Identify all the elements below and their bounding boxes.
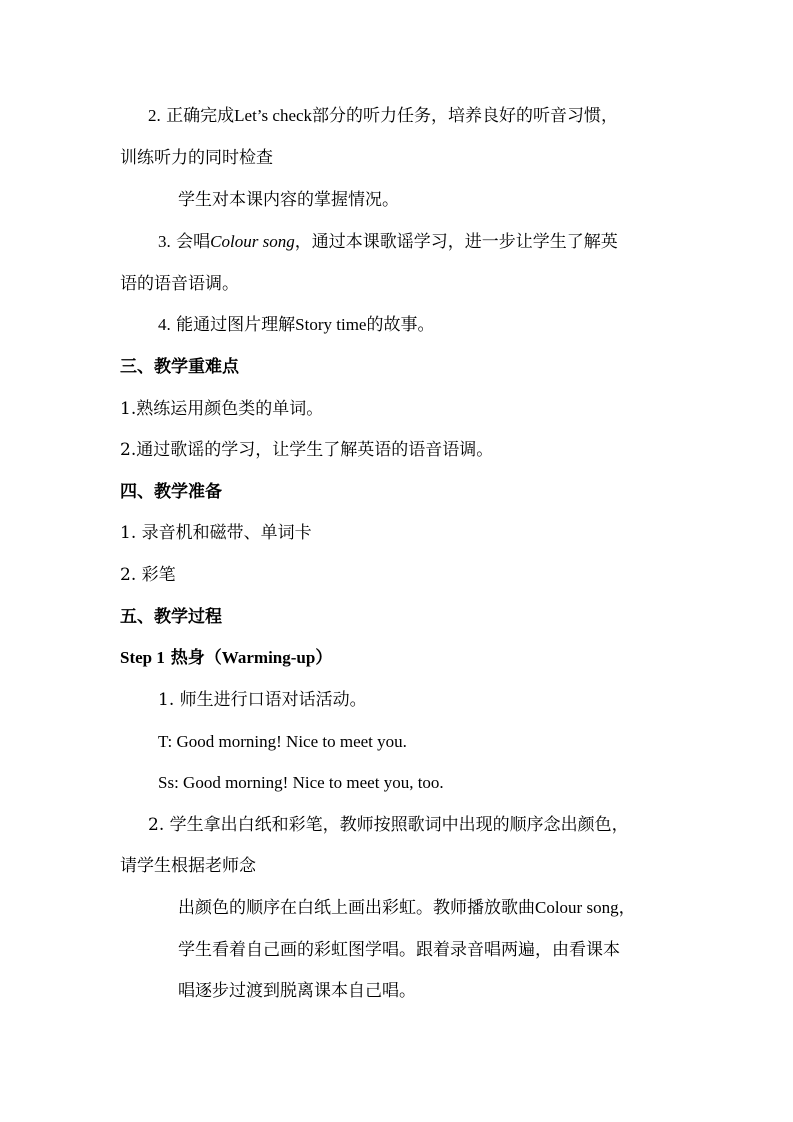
step-1-item-2-line-5: 唱逐步过渡到脱离课本自己唱。 — [178, 981, 416, 1001]
step-1-label: Step 1 — [120, 648, 165, 667]
objective-2-line-1 — [148, 104, 618, 128]
objective-3-line-2: 语的语音语调。 — [120, 274, 239, 294]
objective-4-number: 4. — [158, 315, 171, 334]
step-1-item-2-line-3 — [178, 896, 636, 920]
step-1-item-2-line-3-b: ， — [618, 898, 636, 918]
section-5-heading: 五、教学过程 — [120, 607, 222, 627]
objective-3-text-a: 会唱 — [176, 232, 211, 252]
section-3-item-2: 2.通过歌谣的学习，让学生了解英语的语音语调。 — [120, 440, 494, 460]
objective-4-text-b: 的故事。 — [366, 315, 435, 335]
dialog-students: Ss: Good morning! Nice to meet you, too. — [158, 773, 444, 792]
dialog-teacher: T: Good morning! Nice to meet you. — [158, 732, 407, 751]
step-1-heading — [120, 646, 332, 670]
step-1-song-title: Colour song — [535, 898, 619, 917]
objective-4 — [158, 313, 434, 337]
section-4-item-2: 2. 彩笔 — [120, 565, 176, 585]
objective-3-number: 3. — [158, 232, 171, 251]
objective-3-text-b: ，通过本课歌谣学习，进一步让学生了解英 — [294, 232, 618, 252]
step-1-item-2-line-3-a: 出颜色的顺序在白纸上画出彩虹。教师播放歌曲 — [178, 898, 535, 918]
step-1-en: Warming-up — [221, 648, 316, 667]
step-1-item-2-line-1: 2. 学生拿出白纸和彩笔，教师按照歌词中出现的顺序念出颜色， — [148, 815, 629, 835]
step-1-item-2-line-2: 请学生根据老师念 — [120, 856, 256, 876]
step-1-item-2-line-4: 学生看着自己画的彩虹图学唱。跟着录音唱两遍，由看课本 — [178, 940, 620, 960]
objective-2-text-b: 部分的听力任务，培养良好的听音习惯， — [312, 106, 619, 126]
step-1-cn: 热身（ — [170, 648, 222, 668]
objective-2-text-a: 正确完成 — [166, 106, 235, 126]
step-1-close: ） — [315, 648, 333, 668]
section-3-heading: 三、教学重难点 — [120, 357, 239, 377]
section-4-item-1: 1. 录音机和磁带、单词卡 — [120, 523, 312, 543]
objective-3-line-1 — [158, 230, 618, 254]
objective-2-line-2: 训练听力的同时检查 — [120, 148, 273, 168]
objective-3-song-title: Colour song — [210, 232, 295, 251]
section-3-item-1: 1.熟练运用颜色类的单词。 — [120, 399, 324, 419]
objective-2-line-3: 学生对本课内容的掌握情况。 — [178, 190, 399, 210]
objective-4-text-en: Story time — [295, 315, 367, 334]
objective-2-text-en: Let’s check — [234, 106, 313, 125]
section-4-heading: 四、教学准备 — [120, 482, 222, 502]
objective-4-text-a: 能通过图片理解 — [176, 315, 296, 335]
step-1-item-1: 1. 师生进行口语对话活动。 — [158, 690, 367, 710]
objective-2-number: 2. — [148, 106, 161, 125]
